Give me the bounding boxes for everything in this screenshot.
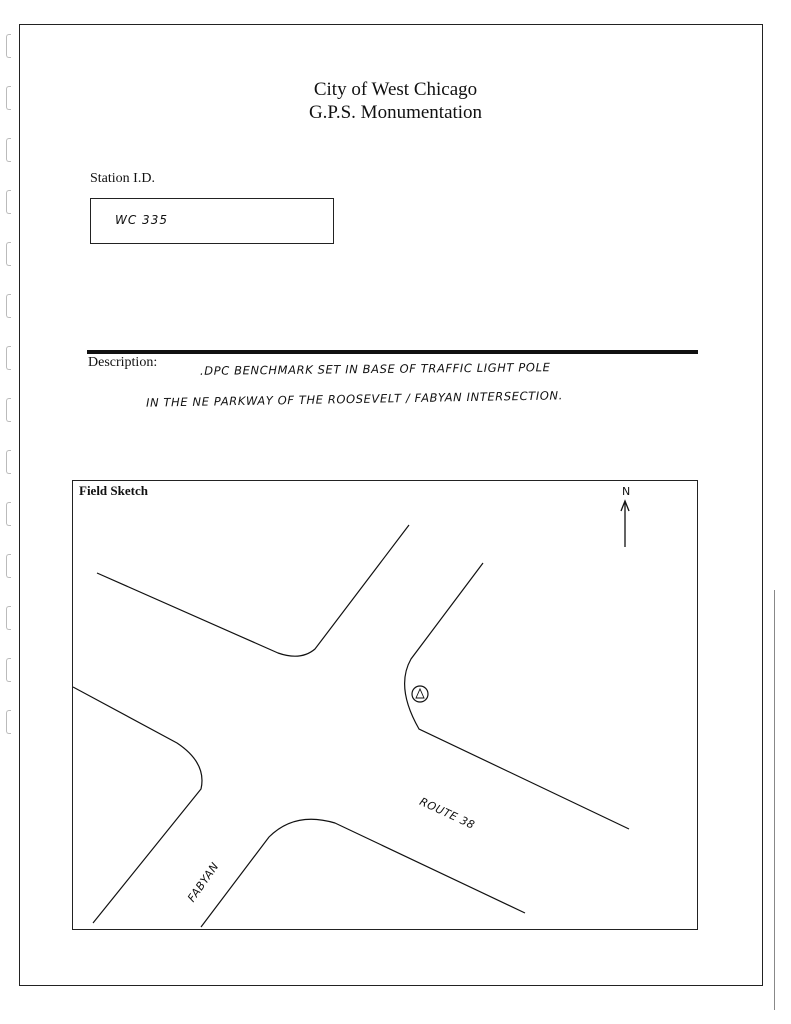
road-label-route-38: ROUTE 38 bbox=[417, 795, 477, 832]
title-city: City of West Chicago bbox=[313, 79, 478, 100]
description-label: Description: bbox=[88, 355, 158, 370]
scan-edge-line bbox=[774, 590, 775, 1010]
binder-hole bbox=[6, 138, 11, 162]
description-line-1: .DPC BENCHMARK SET IN BASE OF TRAFFIC LIGHT POLE bbox=[199, 360, 551, 378]
curb-ne bbox=[405, 563, 629, 829]
binder-hole bbox=[6, 294, 11, 318]
station-id-value: WC 335 bbox=[115, 213, 168, 227]
curb-nw bbox=[97, 525, 409, 656]
field-sketch-label: Field Sketch bbox=[79, 483, 148, 498]
binder-hole bbox=[6, 658, 11, 682]
binder-hole bbox=[6, 450, 11, 474]
binder-hole bbox=[6, 190, 11, 214]
binder-hole bbox=[6, 710, 11, 734]
curb-se bbox=[201, 819, 525, 927]
binder-hole bbox=[6, 346, 11, 370]
title-subtitle: G.P.S. Monumentation bbox=[308, 102, 483, 123]
description-line-2: IN THE NE PARKWAY OF THE ROOSEVELT / FABYAN INTERSECTION. bbox=[145, 388, 564, 410]
binder-hole bbox=[6, 502, 11, 526]
station-id-label: Station I.D. bbox=[90, 171, 155, 186]
binder-hole bbox=[6, 606, 11, 630]
binder-hole bbox=[6, 242, 11, 266]
curb-sw bbox=[73, 687, 202, 923]
north-label: N bbox=[622, 485, 631, 498]
road-label-fabyan: FABYAN bbox=[185, 859, 222, 905]
binder-hole bbox=[6, 554, 11, 578]
page-title bbox=[0, 78, 791, 124]
intersection-sketch bbox=[73, 481, 699, 931]
binder-hole bbox=[6, 398, 11, 422]
field-sketch-frame bbox=[72, 480, 698, 930]
station-id-field bbox=[90, 198, 334, 244]
binder-hole bbox=[6, 34, 11, 58]
description-divider bbox=[87, 350, 698, 354]
